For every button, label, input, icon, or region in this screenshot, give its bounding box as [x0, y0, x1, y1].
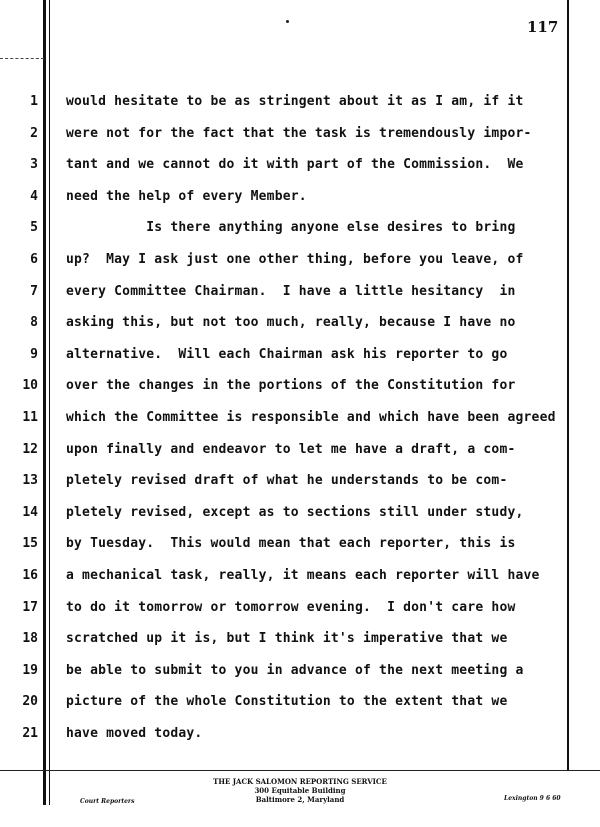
footer-rule	[0, 770, 600, 771]
left-margin-rule-thick	[43, 0, 46, 805]
header-rule	[0, 58, 44, 60]
line-number: 10	[22, 378, 38, 393]
transcript-line: pletely revised, except as to sections still under study,	[66, 505, 524, 520]
footer-reporting-service	[200, 777, 400, 804]
line-number: 17	[22, 600, 38, 615]
transcript-line: Is there anything anyone else desires to bring	[66, 220, 516, 235]
page-number: 117	[527, 18, 559, 36]
transcript-line: would hesitate to be as stringent about it as I am, if it	[66, 94, 524, 109]
footer-phone: Lexington 9 6 60	[504, 795, 561, 802]
transcript-line: which the Committee is responsible and which have been agreed	[66, 410, 556, 425]
line-number: 13	[22, 473, 38, 488]
line-number: 15	[22, 536, 38, 551]
transcript-line: to do it tomorrow or tomorrow evening. I don't care how	[66, 600, 516, 615]
transcript-line: every Committee Chairman. I have a little hesitancy in	[66, 284, 516, 299]
line-number: 19	[22, 663, 38, 678]
footer-court-reporters: Court Reporters	[80, 798, 135, 805]
line-number: 7	[30, 284, 38, 299]
transcript-line: up? May I ask just one other thing, before you leave, of	[66, 252, 524, 267]
line-number: 1	[30, 94, 38, 109]
line-number: 11	[22, 410, 38, 425]
transcript-line: alternative. Will each Chairman ask his reporter to go	[66, 347, 508, 362]
line-number: 20	[22, 694, 38, 709]
transcript-line: a mechanical task, really, it means each reporter will have	[66, 568, 540, 583]
transcript-line: picture of the whole Constitution to the extent that we	[66, 694, 508, 709]
line-number: 8	[30, 315, 38, 330]
transcript-line: were not for the fact that the task is tremendously impor-	[66, 126, 532, 141]
line-number: 6	[30, 252, 38, 267]
speck-mark	[286, 20, 289, 23]
transcript-line: pletely revised draft of what he understands to be com-	[66, 473, 508, 488]
line-number: 14	[22, 505, 38, 520]
transcript-line: over the changes in the portions of the Constitution for	[66, 378, 516, 393]
line-number: 4	[30, 189, 38, 204]
footer-city: Baltimore 2, Maryland	[255, 795, 345, 804]
transcript-line: tant and we cannot do it with part of the Commission. We	[66, 157, 524, 172]
transcript-line: by Tuesday. This would mean that each reporter, this is	[66, 536, 516, 551]
line-number: 21	[22, 726, 38, 741]
line-number: 16	[22, 568, 38, 583]
transcript-line: scratched up it is, but I think it's imperative that we	[66, 631, 508, 646]
left-margin-rule-thin	[49, 0, 50, 805]
line-number: 5	[30, 220, 38, 235]
transcript-line: asking this, but not too much, really, because I have no	[66, 315, 516, 330]
line-number: 9	[30, 347, 38, 362]
line-number: 18	[22, 631, 38, 646]
footer-address: 300 Equitable Building	[254, 786, 346, 795]
transcript-line: be able to submit to you in advance of the next meeting a	[66, 663, 524, 678]
transcript-line: have moved today.	[66, 726, 203, 741]
transcript-line: upon finally and endeavor to let me have a draft, a com-	[66, 442, 516, 457]
transcript-line: need the help of every Member.	[66, 189, 307, 204]
line-number: 12	[22, 442, 38, 457]
footer-service-name: THE JACK SALOMON REPORTING SERVICE	[213, 777, 387, 786]
line-number: 2	[30, 126, 38, 141]
right-margin-rule	[567, 0, 569, 770]
line-number: 3	[30, 157, 38, 172]
